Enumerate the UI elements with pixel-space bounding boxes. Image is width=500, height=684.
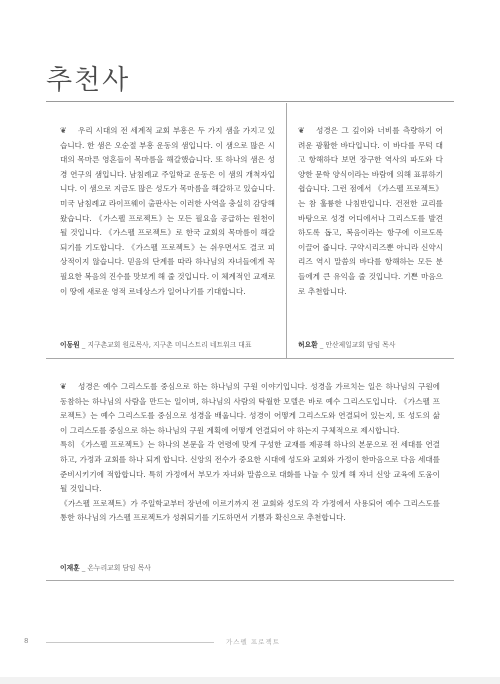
recommendation-2-signature: 허요환 _ 안산제일교회 담임 목사: [298, 341, 396, 349]
recommendation-3-signature: 이재훈 _ 온누리교회 담임 목사: [60, 564, 151, 572]
signature-name: 이동원: [60, 341, 80, 349]
recommendation-3-paragraph: 특히 《가스펠 프로젝트》는 하나의 본문을 각 연령에 맞게 구성한 교재를 제공해 하나의 본문으로 전 세대를 연결하고, 가정과 교회를 하나 되게 합니다. 신앙의 전수가 중요한 시대에 성도와 교회와 가정이 한마음으로 다음 세대를 준비시키기에 적합합니다. 특히 가정에서 부모가 자녀와 말씀으로 대화를 나눌 수 있게 해 자녀 신앙 교육에 도움이 될 것입니다.: [60, 440, 440, 494]
signature-role: 온누리교회 담임 목사: [87, 564, 151, 572]
recommendation-3-paragraph: 《가스펠 프로젝트》가 주일학교부터 장년에 이르기까지 전 교회와 성도의 각 가정에서 사용되어 예수 그리스도를 통한 하나님의 가스펠 프로젝트가 성취되기를 기도하면서 기쁨과 확신으로 추천합니다.: [60, 498, 440, 523]
recommendation-3-text: [60, 380, 440, 526]
recommendation-1-text: [60, 124, 275, 299]
leaf-ornament-icon: ❦: [60, 126, 67, 135]
recommendation-1-signature: 이동원 _ 지구촌교회 원로목사, 지구촌 미니스트리 네트워크 대표: [60, 341, 252, 349]
footer-divider: [46, 642, 214, 643]
leaf-ornament-icon: ❦: [298, 126, 305, 135]
signature-role: 지구촌교회 원로목사, 지구촌 미니스트리 네트워크 대표: [87, 341, 252, 349]
page-bottom-edge: [0, 677, 500, 684]
recommendation-2-text: [298, 124, 443, 299]
title-divider: [46, 101, 454, 102]
page-title: 추천사: [46, 65, 131, 96]
recommendation-2-paragraph: ❦ 성경은 그 깊이와 너비를 측량하기 어려운 광활한 바다입니다. 이 바다를 무턱 대고 항해하다 보면 장구한 역사의 파도와 다양한 문학 양식이라는 바람에 의해 표류하기 쉽습니다. 그런 점에서 《가스펠 프로젝트》는 참 훌륭한 나침반입니다. 건전한 교리를 바탕으로 성경 어디에서나 그리스도를 발견하도록 돕고, 복음이라는 항구에 이르도록 이끌어 줍니다. 구약시리즈뿐 아니라 신약시리즈 역시 말씀의 바다를 항해하는 모든 분들에게 큰 유익을 줄 것입니다. 기쁜 마음으로 추천합니다.: [298, 126, 443, 296]
footer-title: 가스펠 프로젝트: [226, 638, 281, 646]
signature-name: 이재훈: [60, 564, 80, 572]
recommendation-1-paragraph: ❦ 우리 시대의 전 세계적 교회 부흥은 두 가지 샘을 가지고 있습니다. 한 샘은 오순절 부흥 운동의 샘입니다. 이 샘으로 많은 시대의 목마른 영혼들이 목마름을 해갈했습니다. 또 하나의 샘은 성경 연구의 샘입니다. 남침례교 주일학교 운동은 이 샘의 개척자입니다. 이 샘으로 지금도 많은 성도가 목마름을 해갈하고 있습니다. 미국 남침례교 라이프웨이 출판사는 이러한 사역을 충실히 감당해 왔습니다. 《가스펠 프로젝트》는 모든 필요을 공급하는 원천이 될 것입니다. 《가스펠 프로젝트》로 한국 교회의 목마름이 해갈되기를 기도합니다. 《가스펠 프로젝트》는 쉬우면서도 결코 피상적이지 않습니다. 믿음의 단계를 따라 하나님의 자녀들에게 꼭 필요한 복음의 진수를 맛보게 해 줄 것입니다. 이 체계적인 교재로 이 땅에 새로운 영적 르네상스가 일어나기를 기대합니다.: [60, 126, 275, 296]
signature-role: 안산제일교회 담임 목사: [325, 341, 396, 349]
page-number: 8: [24, 637, 29, 645]
signature-name: 허요환: [298, 341, 318, 349]
recommendation-3-paragraph: ❦ 성경은 예수 그리스도를 중심으로 하는 하나님의 구원 이야기입니다. 성경을 가르치는 일은 하나님의 구원에 동참하는 하나님의 사람을 만드는 일이며, 하나님의 사람의 탁월한 모델은 바로 예수 그리스도입니다. 《가스펠 프로젝트》는 예수 그리스도를 중심으로 성경을 배웁니다. 성경이 어떻게 그리스도와 연결되어 있는지, 또 성도의 삶이 그리스도를 중심으로 하는 하나님의 구원 계획에 어떻게 연결되어 야 하는지 구체적으로 제시합니다.: [60, 382, 440, 435]
leaf-ornament-icon: ❦: [60, 382, 67, 391]
